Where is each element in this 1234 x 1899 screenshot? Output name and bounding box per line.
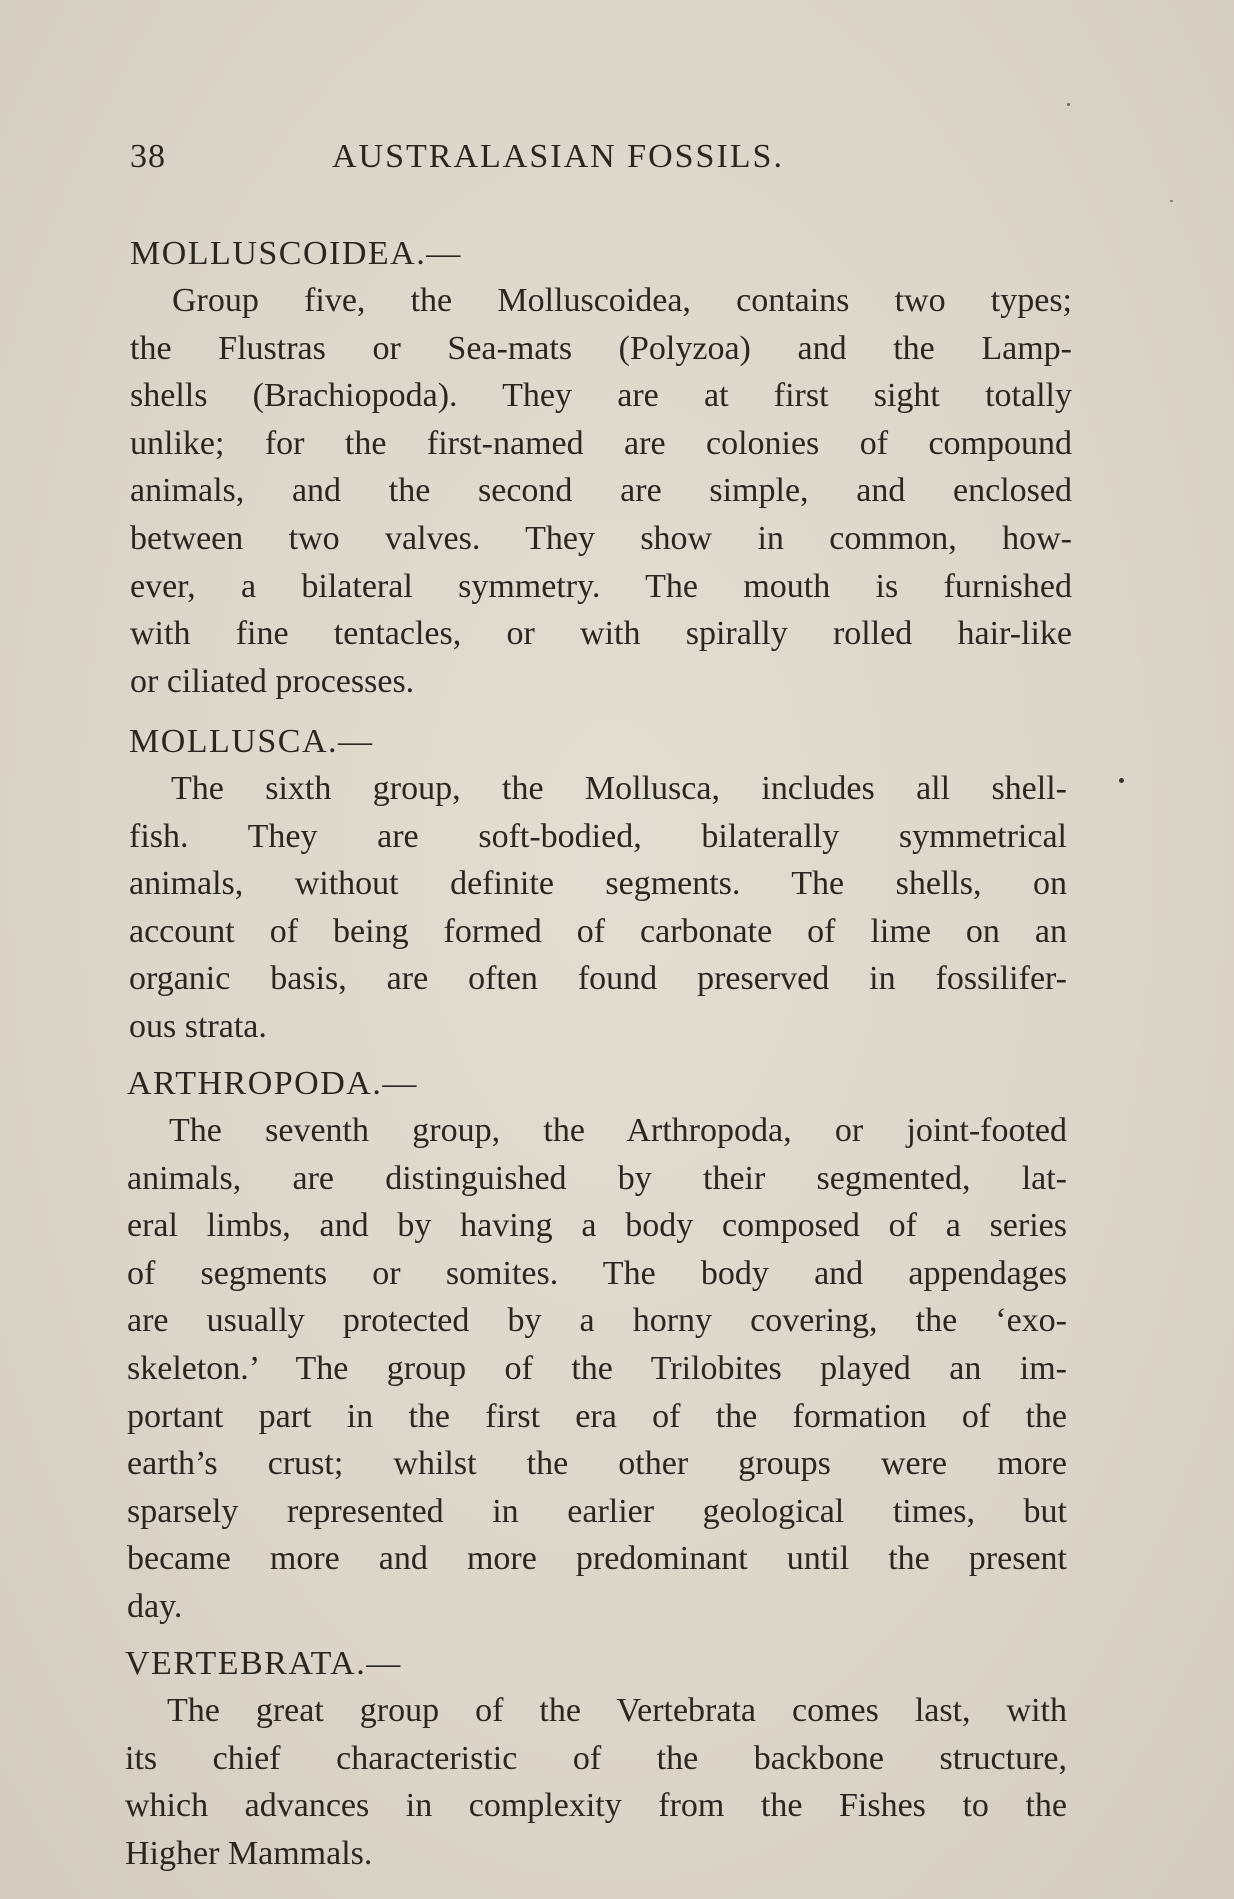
text-line: of segments or somites. The body and appendages	[127, 1254, 1067, 1292]
text-line: portant part in the first era of the formation of the	[127, 1397, 1067, 1435]
text-line: or ciliated processes.	[130, 662, 415, 700]
text-line: fish. They are soft-bodied, bilaterally symmetrical	[129, 817, 1067, 855]
section-heading: MOLLUSCOIDEA.—	[130, 235, 462, 272]
text-line: animals, and the second are simple, and enclosed	[130, 472, 1072, 510]
paragraph	[129, 765, 1067, 1051]
text-line: the Flustras or Sea-mats (Polyzoa) and the Lamp-	[130, 329, 1072, 367]
text-line: The seventh group, the Arthropoda, or joint-footed	[169, 1112, 1067, 1149]
section-molluscoidea	[130, 230, 1072, 705]
running-head	[130, 138, 870, 186]
text-line: account of being formed of carbonate of lime on an	[129, 912, 1067, 950]
text-line: earth’s crust; whilst the other groups were more	[127, 1445, 1067, 1483]
text-line: unlike; for the first-named are colonies of compound	[130, 424, 1072, 462]
paper-speck	[1119, 778, 1124, 783]
page-number: 38	[130, 138, 166, 175]
text-line: ous strata.	[129, 1007, 267, 1045]
text-line: The sixth group, the Mollusca, includes all shell-	[171, 770, 1067, 807]
text-line: with fine tentacles, or with spirally rolled hair-like	[130, 615, 1072, 653]
text-line: sparsely represented in earlier geological times, but	[127, 1492, 1067, 1530]
text-line: day.	[127, 1587, 183, 1625]
text-line: animals, without definite segments. The shells, on	[129, 865, 1067, 903]
text-line: skeleton.’ The group of the Trilobites played an im-	[127, 1349, 1067, 1387]
text-line: ever, a bilateral symmetry. The mouth is furnished	[130, 567, 1072, 605]
section-mollusca	[129, 718, 1067, 1051]
text-line: shells (Brachiopoda). They are at first sight totally	[130, 377, 1072, 415]
text-line: its chief characteristic of the backbone structure,	[125, 1739, 1067, 1777]
text-line: Group five, the Molluscoidea, contains two types;	[172, 282, 1072, 319]
section-vertebrata	[125, 1640, 1067, 1877]
section-heading: MOLLUSCA.—	[129, 723, 374, 760]
section-heading: ARTHROPODA.—	[127, 1065, 418, 1102]
text-line: eral limbs, and by having a body composed of a series	[127, 1207, 1067, 1245]
text-line: which advances in complexity from the Fishes to the	[125, 1787, 1067, 1825]
text-line: between two valves. They show in common, how-	[130, 519, 1072, 557]
paper-speck	[1067, 103, 1070, 106]
text-line: The great group of the Vertebrata comes last, with	[167, 1692, 1067, 1729]
text-line: organic basis, are often found preserved in fossilifer-	[129, 960, 1067, 998]
paragraph	[130, 277, 1072, 705]
text-line: Higher Mammals.	[125, 1834, 373, 1872]
paragraph	[125, 1687, 1067, 1877]
text-line: animals, are distinguished by their segmented, lat-	[127, 1159, 1067, 1197]
section-heading: VERTEBRATA.—	[125, 1645, 402, 1682]
text-line: are usually protected by a horny covering, the ‘exo-	[127, 1302, 1067, 1340]
section-arthropoda	[127, 1060, 1067, 1631]
text-line: became more and more predominant until the present	[127, 1540, 1067, 1578]
paragraph	[127, 1107, 1067, 1631]
page-title: AUSTRALASIAN FOSSILS.	[332, 138, 784, 175]
paper-speck	[1170, 200, 1173, 202]
